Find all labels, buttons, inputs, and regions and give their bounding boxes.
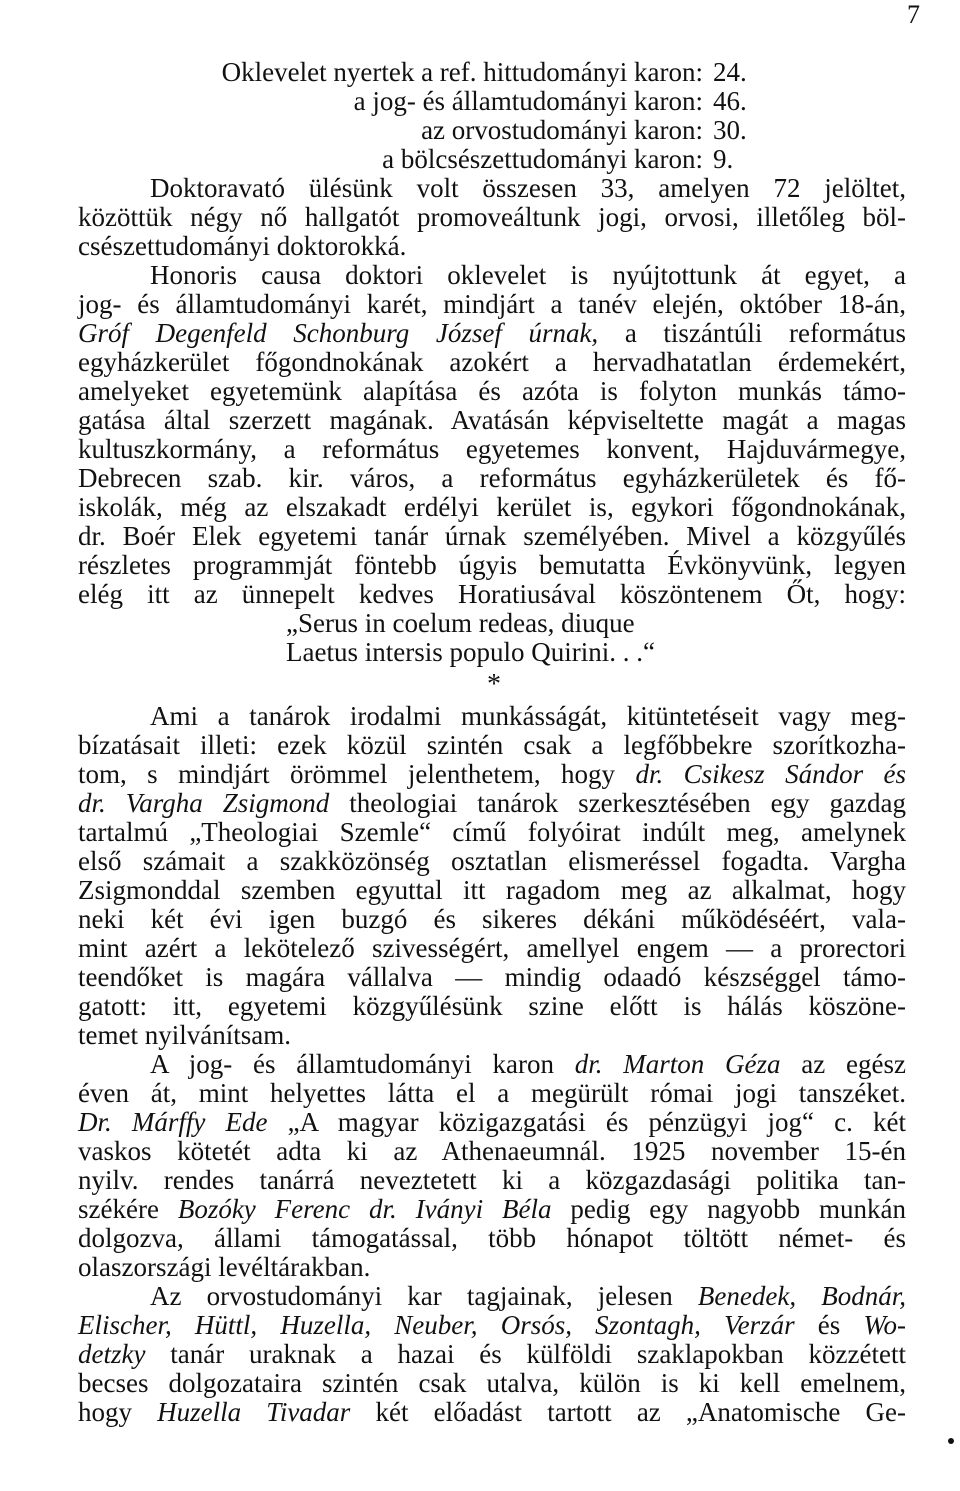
text-line bbox=[78, 1340, 906, 1369]
text-line: Honoris causa doktori oklevelet is nyújtottunk át egyet, a bbox=[150, 260, 906, 290]
text-line: becses dolgozataira szintén csak utalva, külön is ki kell emelnem, bbox=[78, 1368, 906, 1398]
text-span: „A magyar közigazgatási és pénzügyi jog“ c. két bbox=[267, 1107, 906, 1137]
degree-row bbox=[78, 87, 906, 116]
text-span: a tiszántúli református bbox=[598, 318, 906, 348]
italic-name: Huzella Tivadar bbox=[157, 1397, 351, 1427]
text-span: theologiai tanárok szerkesztésében egy gazdag bbox=[329, 788, 906, 818]
italic-name: Iványi Béla bbox=[415, 1194, 552, 1224]
italic-name: dr. Vargha Zsigmond bbox=[78, 788, 330, 818]
italic-name: detzky bbox=[78, 1339, 146, 1369]
text-line: teendőket is magára vállalva — mindig odaadó készséggel támo- bbox=[78, 962, 906, 992]
degree-label: az orvostudományi karon: bbox=[421, 115, 703, 145]
ink-speck bbox=[948, 1438, 954, 1444]
text-line: neki két évi igen buzgó és sikeres dékáni működéséért, vala- bbox=[78, 904, 906, 934]
section-separator: * bbox=[487, 669, 501, 700]
degree-row bbox=[78, 58, 906, 87]
degree-count: 9. bbox=[713, 144, 734, 174]
text-line: dolgozva, állami támogatással, több hónapot töltött német- és bbox=[78, 1223, 906, 1253]
text-line: részletes programmját föntebb úgyis bemutatta Évkönyvünk, legyen bbox=[78, 550, 906, 580]
quote-line: „Serus in coelum redeas, diuque bbox=[286, 608, 635, 638]
degree-count: 30. bbox=[713, 115, 747, 145]
text-line: egyházkerület főgondnokának azokért a hervadhatatlan érdemekért, bbox=[78, 347, 906, 377]
degree-list bbox=[150, 58, 906, 174]
degree-label: a bölcsészettudományi karon: bbox=[382, 144, 703, 174]
degree-row bbox=[78, 145, 906, 174]
text-span bbox=[397, 1194, 416, 1224]
text-line: tartalmú „Theologiai Szemle“ című folyóirat indúlt meg, amelynek bbox=[78, 817, 906, 847]
paragraph-publications bbox=[78, 702, 906, 1050]
italic-name: dr. Marton Géza bbox=[574, 1049, 781, 1079]
text-span: tanár uraknak a hazai és külföldi szaklapokban közzétett bbox=[145, 1339, 906, 1369]
text-span: Az orvostudományi kar tagjainak, jelesen bbox=[150, 1281, 698, 1311]
text-span: pedig egy nagyobb munkán bbox=[551, 1194, 906, 1224]
page-body bbox=[78, 58, 906, 1427]
text-line bbox=[78, 1311, 906, 1340]
text-line bbox=[78, 1195, 906, 1224]
text-line bbox=[78, 1050, 906, 1079]
text-line: jog- és államtudományi karét, mindjárt a tanév elején, október 18-án, bbox=[78, 289, 906, 319]
italic-name: Bozóky Ferenc dr. bbox=[177, 1194, 397, 1224]
paragraph-medical-faculty bbox=[78, 1282, 906, 1427]
text-span: hogy bbox=[78, 1397, 158, 1427]
italic-name: Gróf Degenfeld Schonburg József úrnak, bbox=[78, 318, 599, 348]
italic-name: Benedek, Bodnár, bbox=[697, 1281, 906, 1311]
italic-name: dr. Csikesz Sándor és bbox=[635, 759, 907, 789]
italic-name: Dr. Márffy Ede bbox=[78, 1107, 268, 1137]
text-line bbox=[78, 319, 906, 348]
text-line: bízatásait illeti: ezek közül szintén csak a legfőbbekre szorítkozha- bbox=[78, 730, 906, 760]
text-span: tom, s mindjárt örömmel jelenthetem, hogy bbox=[78, 759, 636, 789]
text-line: olaszországi levéltárakban. bbox=[78, 1252, 371, 1282]
text-line: Zsigmonddal szemben egyuttal itt ragadom meg az alkalmat, hogy bbox=[78, 875, 906, 905]
italic-name: Elischer, Hüttl, Huzella, Neuber, Orsós, Szontagh, Verzár bbox=[78, 1310, 795, 1340]
quotation bbox=[78, 609, 906, 667]
degree-count: 46. bbox=[713, 86, 747, 116]
text-line: kultuszkormány, a református egyetemes konvent, Hajduvármegye, bbox=[78, 434, 906, 464]
text-line: temet nyilvánítsam. bbox=[78, 1020, 291, 1050]
text-span: székére bbox=[78, 1194, 178, 1224]
text-line: elég itt az ünnepelt kedves Horatiusával köszöntenem Őt, hogy: bbox=[78, 579, 906, 609]
text-span: két előadást tartott az „Anatomische Ge- bbox=[350, 1397, 906, 1427]
text-line bbox=[78, 789, 906, 818]
text-line bbox=[78, 1282, 906, 1311]
text-line: dr. Boér Elek egyetemi tanár úrnak személyében. Mivel a közgyűlés bbox=[78, 521, 906, 551]
text-line bbox=[78, 760, 906, 789]
text-line: Debrecen szab. kir. város, a református egyházkerületek és fő- bbox=[78, 463, 906, 493]
text-line: első számait a szakközönség osztatlan elismeréssel fogadta. Vargha bbox=[78, 846, 906, 876]
quote-line: Laetus intersis populo Quirini. . .“ bbox=[286, 637, 655, 667]
text-line: csészettudományi doktorokká. bbox=[78, 231, 407, 261]
text-line: közöttük négy nő hallgatót promoveáltunk jogi, orvosi, illetőleg böl- bbox=[78, 202, 906, 232]
text-line: iskolák, még az elszakadt erdélyi kerület is, egykori főgondnokának, bbox=[78, 492, 906, 522]
text-line: nyilv. rendes tanárrá neveztetett ki a közgazdasági politika tan- bbox=[78, 1165, 906, 1195]
paragraph-honoris-causa bbox=[78, 261, 906, 609]
text-line bbox=[78, 1108, 906, 1137]
text-line: Ami a tanárok irodalmi munkásságát, kitüntetéseit vagy meg- bbox=[150, 701, 906, 731]
text-line: Doktoravató ülésünk volt összesen 33, amelyen 72 jelöltet, bbox=[150, 173, 906, 203]
degree-label: Oklevelet nyertek a ref. hittudományi karon: bbox=[221, 57, 703, 87]
paragraph-doctorates bbox=[78, 174, 906, 261]
text-line: vaskos kötetét adta ki az Athenaeumnál. 1925 november 15-én bbox=[78, 1136, 906, 1166]
text-line: éven át, mint helyettes látta el a megürült római jogi tanszéket. bbox=[78, 1078, 906, 1108]
paragraph-law-faculty bbox=[78, 1050, 906, 1282]
text-span: A jog- és államtudományi karon bbox=[150, 1049, 575, 1079]
text-line: gatott: itt, egyetemi közgyűlésünk szine előtt is hálás köszöne- bbox=[78, 991, 906, 1021]
degree-row bbox=[78, 116, 906, 145]
text-line: gatása által szerzett magának. Avatásán képviseltette magát a magas bbox=[78, 405, 906, 435]
text-span: az egész bbox=[780, 1049, 906, 1079]
degree-count: 24. bbox=[713, 57, 747, 87]
text-line bbox=[78, 1398, 906, 1427]
text-span: és bbox=[794, 1310, 864, 1340]
page-number: 7 bbox=[907, 0, 920, 29]
text-line: mint azért a lekötelező szivességért, amellyel engem — a prorectori bbox=[78, 933, 906, 963]
degree-label: a jog- és államtudományi karon: bbox=[353, 86, 703, 116]
italic-name: Wo- bbox=[863, 1310, 906, 1340]
text-line: amelyeket egyetemünk alapítása és azóta is folyton munkás támo- bbox=[78, 376, 906, 406]
